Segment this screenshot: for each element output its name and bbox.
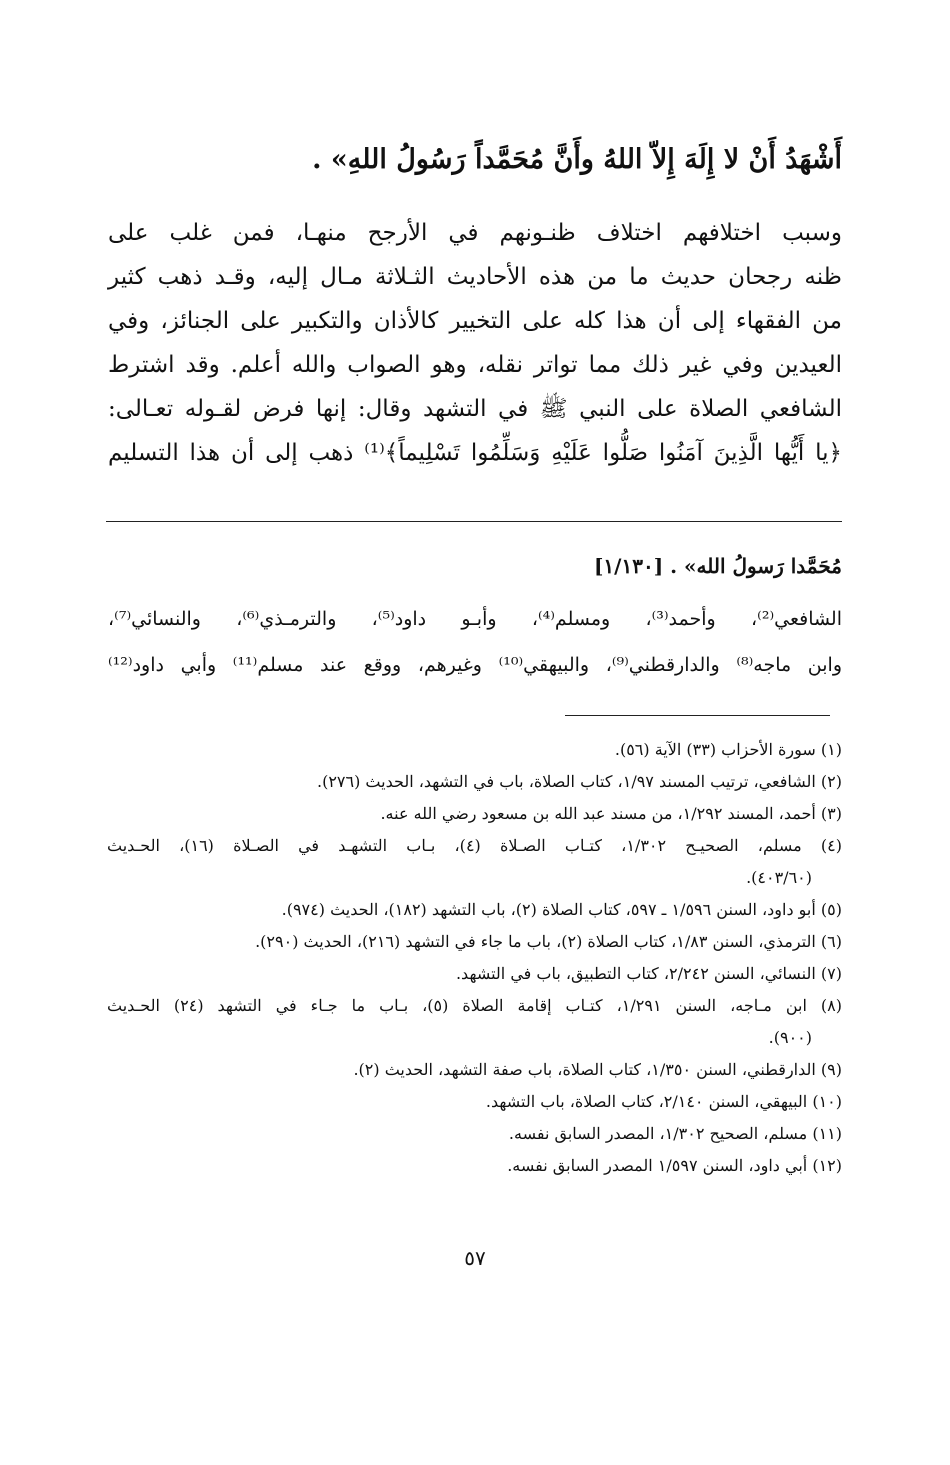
note-11: (١١) مسلم، الصحيح ١/٣٠٢، المصدر السابق نفسه.: [508, 1124, 842, 1143]
body-line-5: الشافعي الصلاة على النبي ﷺ في التشهد وقال: إنها فرض لقـوله تعـالى:: [108, 396, 842, 422]
body-line-4: العيدين وفي غير ذلك مما تواتر نقله، وهو الصواب والله أعلم. وقد اشترط: [108, 352, 842, 378]
footnote-continuation: مُحَمَّدا رَسولُ الله» . [١/١٣٠]: [593, 554, 842, 578]
shahada-line: أَشْهَدُ أَنْ لا إِلَهَ إِلاّ اللهُ وأَنَّ مُحَمَّداً رَسُولُ اللهِ» .: [312, 144, 842, 175]
note-2: (٢) الشافعي، ترتيب المسند ١/٩٧، كتاب الصلاة، باب في التشهد، الحديث (٢٧٦).: [316, 772, 842, 791]
footnote-intro-line-2: وابن ماجه⁽⁸⁾ والدارقطني⁽⁹⁾، والبيهقي⁽¹⁰⁾ وغيرهم، ووقع عند مسلم⁽¹¹⁾ وأبي داود⁽¹²⁾: [108, 654, 842, 676]
note-6: (٦) الترمذي، السنن ١/٨٣، كتاب الصلاة (٢)، باب ما جاء في التشهد (٢١٦)، الحديث (٢٩٠).: [255, 932, 842, 951]
note-5: (٥) أبو داود، السنن ١/٥٩٦ ـ ٥٩٧، كتاب الصلاة (٢)، باب التشهد (١٨٢)، الحديث (٩٧٤).: [281, 900, 842, 919]
note-12: (١٢) أبي داود، السنن ١/٥٩٧ المصدر السابق نفسه.: [507, 1156, 842, 1175]
note-9: (٩) الدارقطني، السنن ١/٣٥٠، كتاب الصلاة، باب صفة التشهد، الحديث (٢).: [353, 1060, 842, 1079]
footnote-intro-line-1: الشافعي⁽²⁾، وأحمد⁽³⁾، ومسلم⁽⁴⁾، وأبـو داود⁽⁵⁾، والترمـذي⁽⁶⁾، والنسائي⁽⁷⁾،: [108, 608, 842, 630]
body-line-6: ﴿يا أَيُّها الَّذِينَ آمَنُوا صَلُّوا عَلَيْهِ وَسَلِّمُوا تَسْلِيماً﴾⁽¹⁾ ذهب إلى أن هذا التسليم: [108, 440, 842, 466]
note-4-text: (٤) مسلم، الصحيـح ١/٣٠٢، كتـاب الصـلاة (٤)، بـاب التشهـد في الصـلاة (١٦)، الحـديث: [107, 836, 843, 855]
page-number: ٥٧: [464, 1246, 486, 1270]
note-10: (١٠) البيهقي، السنن ٢/١٤٠، كتاب الصلاة، باب التشهد.: [485, 1092, 842, 1111]
note-8-continuation: (٩٠٠).: [768, 1028, 812, 1047]
body-line-2: ظنه رجحان حديث ما من هذه الأحاديث الثـلاثة مـال إليه، وقـد ذهب كثير: [108, 264, 842, 290]
note-8-text: (٨) ابن مـاجه، السنن ١/٢٩١، كتـاب إقامة الصلاة (٥)، بـاب ما جـاء في التشهد (٢٤) الحـديث: [107, 996, 843, 1015]
notes-divider: [565, 715, 830, 716]
main-footnote-divider: [106, 521, 842, 522]
body-line-1: وسبب اختلافهم اختلاف ظنـونهم في الأرجح منهـا، فمن غلب على: [108, 220, 842, 246]
note-1: (١) سورة الأحزاب (٣٣) الآية (٥٦).: [614, 740, 842, 759]
note-8: [107, 996, 842, 1048]
note-4-continuation: (٤٠٣/٦٠).: [746, 868, 812, 887]
body-line-3: من الفقهاء إلى أن هذا كله على التخيير كالأذان والتكبير على الجنائز، وفي: [108, 308, 842, 334]
note-4: [107, 836, 842, 888]
note-3: (٣) أحمد، المسند ١/٢٩٢، من مسند عبد الله بن مسعود رضي الله عنه.: [380, 804, 842, 823]
note-7: (٧) النسائي، السنن ٢/٢٤٢، كتاب التطبيق، باب في التشهد.: [455, 964, 842, 983]
notes-list: [107, 740, 842, 1188]
